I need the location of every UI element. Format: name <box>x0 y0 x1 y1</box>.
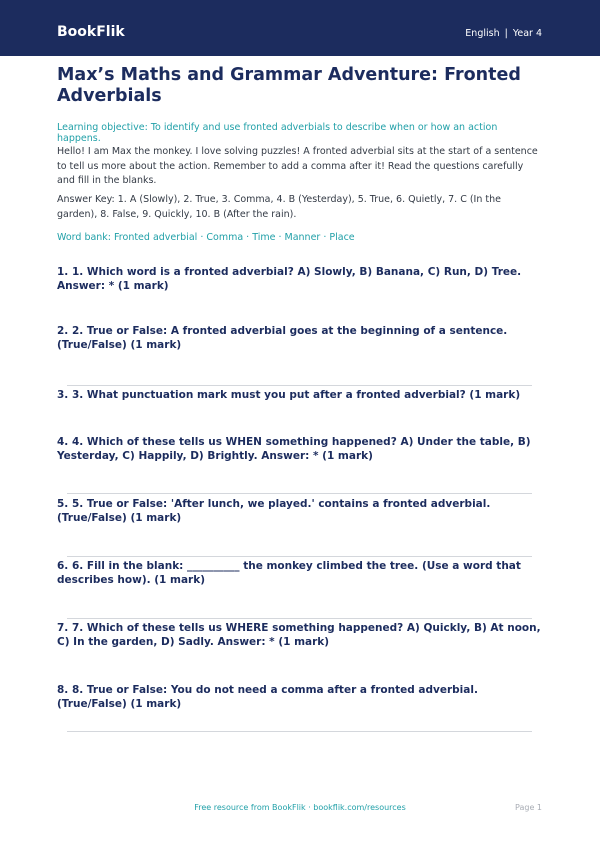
meta-separator: | <box>504 28 508 39</box>
page-number: Page 1 <box>515 803 542 812</box>
page-title: Max’s Maths and Grammar Adventure: Fronted Adverbials <box>57 65 521 106</box>
footer-source[interactable]: Free resource from BookFlik · bookflik.com/resources <box>194 803 406 812</box>
question-3: 3. 3. What punctuation mark must you put after a fronted adverbial? (1 mark) <box>57 389 521 401</box>
question-5: 5. 5. True or False: 'After lunch, we played.' contains a fronted adverbial. (True/False) (1 mark) <box>57 498 491 524</box>
intro-text: Hello! I am Max the monkey. I love solving puzzles! A fronted adverbial sits at the start of a sentence to tell us more about the action. Remember to add a comma after it! Read the questions carefully and fill in the blanks. <box>57 146 538 186</box>
title-block <box>57 65 543 107</box>
question-7: 7. 7. Which of these tells us WHERE something happened? A) Quickly, B) At noon, C) In the garden, D) Sadly. Answer: * (1 mark) <box>57 622 541 648</box>
answer-line-8 <box>67 731 532 732</box>
learning-objective: Learning objective: To identify and use fronted adverbials to describe when or how an action happens. <box>57 122 498 144</box>
question-8: 8. 8. True or False: You do not need a comma after a fronted adverbial. (True/False) (1 mark) <box>57 684 478 710</box>
year-label: Year 4 <box>512 28 542 39</box>
answer-key: Answer Key: 1. A (Slowly), 2. True, 3. Comma, 4. B (Yesterday), 5. True, 6. Quietly, 7. C (In the garden), 8. False, 9. Quickly, 10. B (After the rain). <box>57 194 501 220</box>
question-1: 1. 1. Which word is a fronted adverbial? A) Slowly, B) Banana, C) Run, D) Tree. Answer: * (1 mark) <box>57 266 522 292</box>
answer-line-5 <box>67 493 532 494</box>
subject-year-meta <box>465 28 542 39</box>
header-bar <box>0 0 600 56</box>
question-4: 4. 4. Which of these tells us WHEN something happened? A) Under the table, B) Yesterday, C) Happily, D) Brightly. Answer: * (1 mark) <box>57 436 531 462</box>
answer-line-6 <box>67 556 532 557</box>
question-2: 2. 2. True or False: A fronted adverbial goes at the beginning of a sentence. (True/False) (1 mark) <box>57 325 508 351</box>
answer-line-7 <box>67 618 532 619</box>
brand-logo[interactable]: BookFlik <box>57 24 125 40</box>
word-bank: Word bank: Fronted adverbial · Comma · Time · Manner · Place <box>57 232 355 243</box>
question-6: 6. 6. Fill in the blank: __________ the monkey climbed the tree. (Use a word that describes how). (1 mark) <box>57 560 521 586</box>
answer-line-3 <box>67 385 532 386</box>
subject-label: English <box>465 28 500 39</box>
